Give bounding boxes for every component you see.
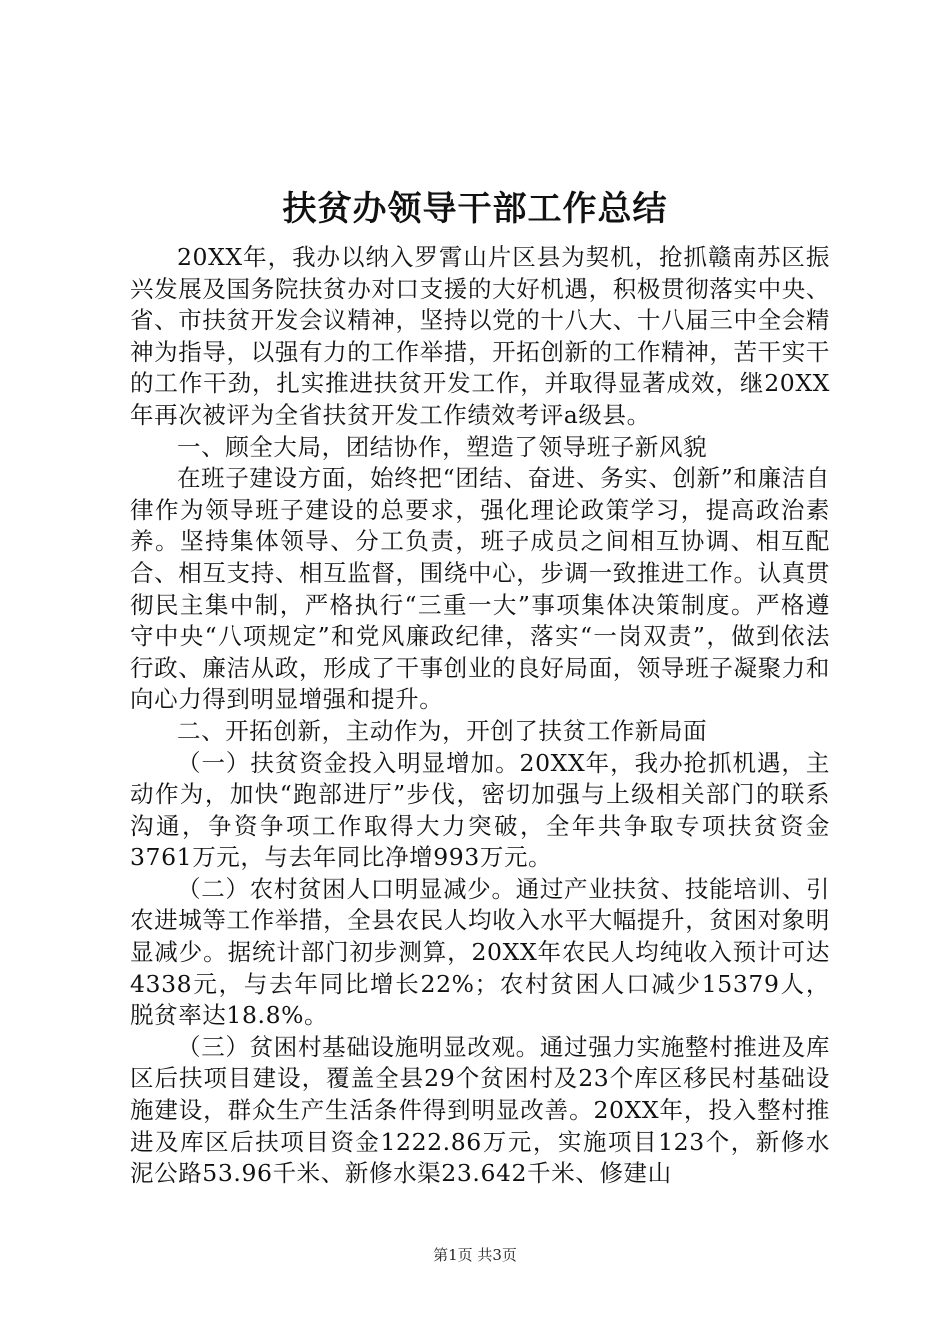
- subsection-1-paragraph: （一）扶贫资金投入明显增加。20XX年，我办抢抓机遇，主动作为，加快“跑部进厅”步伐，密切加强与上级相关部门的联系沟通，争资争项工作取得大力突破，全年共争取专项扶贫资金3761万元，与去年同比净增993万元。: [130, 748, 830, 872]
- document-body: [130, 242, 830, 1190]
- intro-paragraph: 20XX年，我办以纳入罗霄山片区县为契机，抢抓赣南苏区振兴发展及国务院扶贫办对口支援的大好机遇，积极贯彻落实中央、省、市扶贫开发会议精神，坚持以党的十八大、十八届三中全会精神为指导，以强有力的工作举措，开拓创新的工作精神，苦干实干的工作干劲，扎实推进扶贫开发工作，并取得显著成效，继20XX年再次被评为全省扶贫开发工作绩效考评a级县。: [130, 243, 830, 429]
- section-1-paragraph: 在班子建设方面，始终把“团结、奋进、务实、创新”和廉洁自律作为领导班子建设的总要求，强化理论政策学习，提高政治素养。坚持集体领导、分工负责，班子成员之间相互协调、相互配合、相互支持、相互监督，围绕中心，步调一致推进工作。认真贯彻民主集中制，严格执行“三重一大”事项集体决策制度。严格遵守中央“八项规定”和党风廉政纪律，落实“一岗双责”，做到依法行政、廉洁从政，形成了干事创业的良好局面，领导班子凝聚力和向心力得到明显增强和提升。: [130, 464, 830, 714]
- section-heading-1: 一、顾全大局，团结协作，塑造了领导班子新风貌: [177, 432, 708, 461]
- subsection-2-paragraph: （二）农村贫困人口明显减少。通过产业扶贫、技能培训、引农进城等工作举措，全县农民人均收入水平大幅提升，贫困对象明显减少。据统计部门初步测算，20XX年农民人均纯收入预计可达4338元，与去年同比增长22%；农村贫困人口减少15379人，脱贫率达18.8%。: [130, 874, 830, 1030]
- section-heading-2: 二、开拓创新，主动作为，开创了扶贫工作新局面: [177, 716, 708, 745]
- subsection-3-paragraph: （三）贫困村基础设施明显改观。通过强力实施整村推进及库区后扶项目建设，覆盖全县29个贫困村及23个库区移民村基础设施建设，群众生产生活条件得到明显改善。20XX年，投入整村推进及库区后扶项目资金1222.86万元，实施项目123个，新修水泥公路53.96千米、新修水渠23.642千米、修建山: [130, 1032, 830, 1188]
- page-number-footer: 第1页 共3页: [433, 1246, 517, 1264]
- document-title: 扶贫办领导干部工作总结: [282, 189, 668, 229]
